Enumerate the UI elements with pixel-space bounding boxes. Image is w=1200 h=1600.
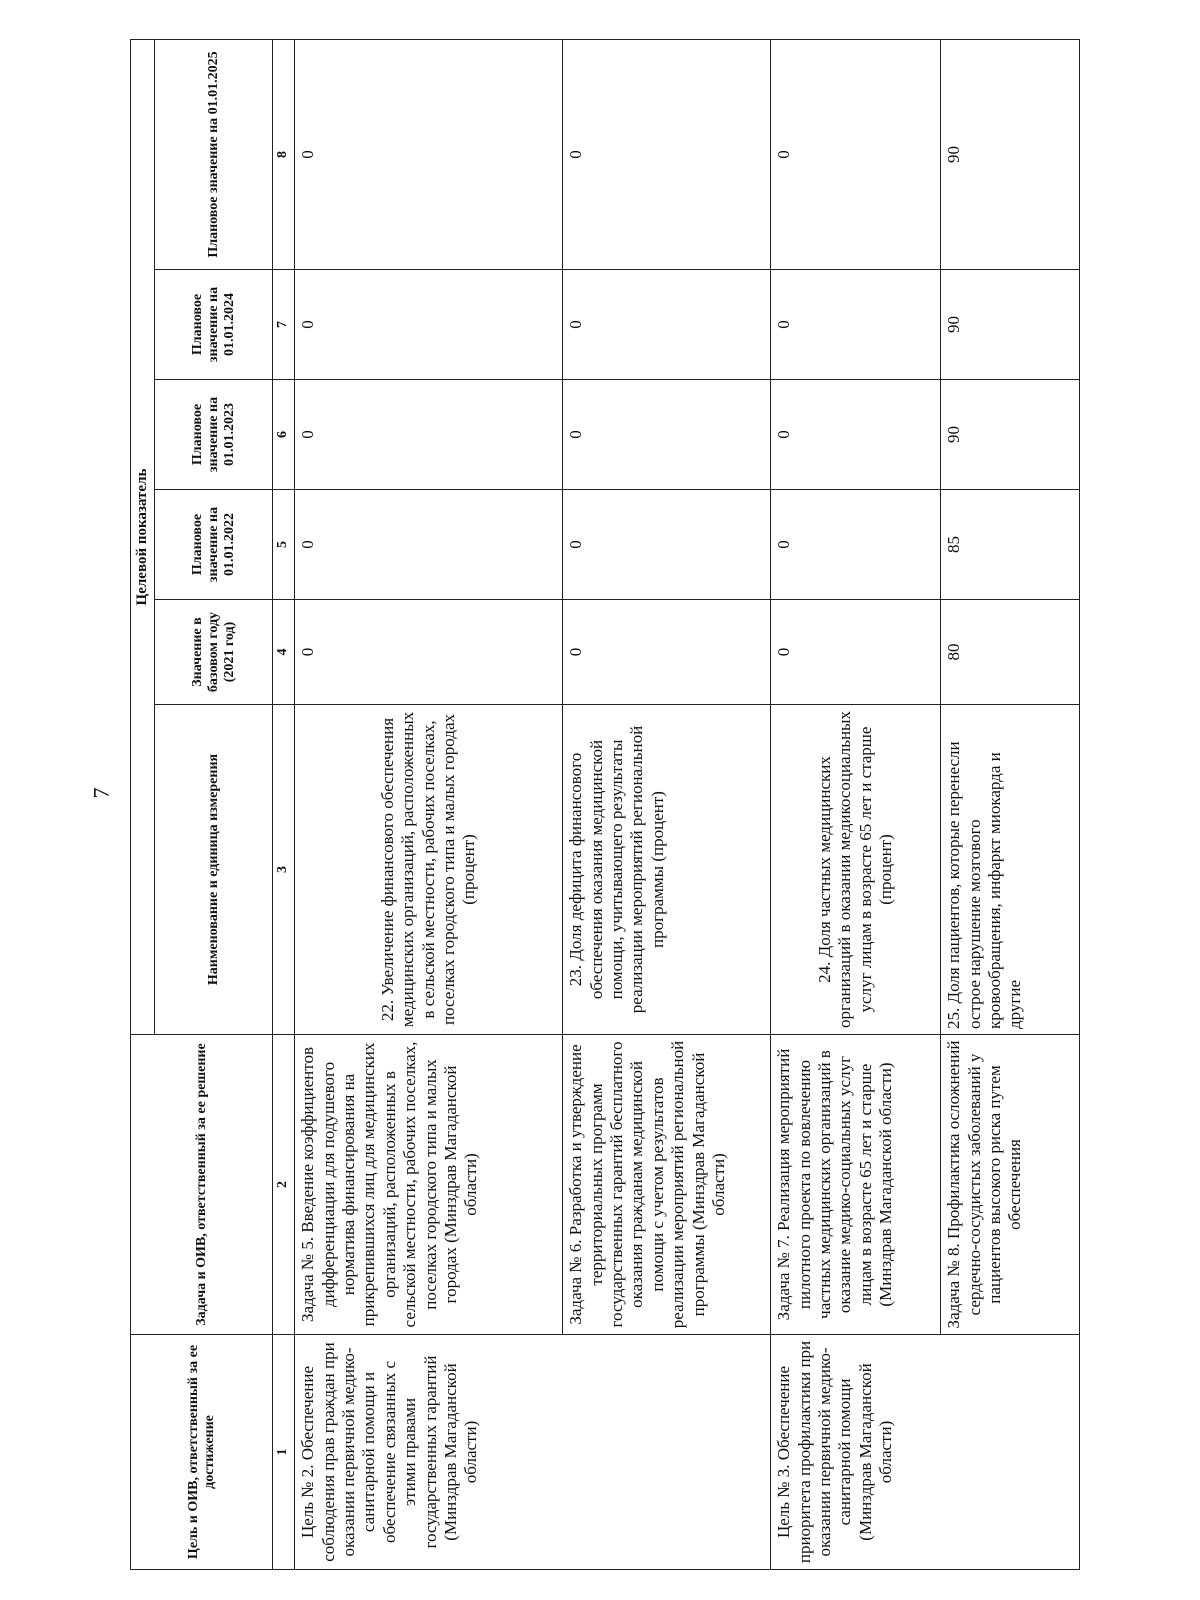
indicator-cell: 24. Доля частных медицинских организаций в оказании медикосоциальных услуг лицам в возрасте 65 лет и старше (процент)	[771, 705, 941, 1035]
col-number: 5	[273, 490, 295, 600]
header-plan-2024: Плановое значение на 01.01.2024	[155, 270, 273, 380]
header-plan-2025: Плановое значение на 01.01.2025	[155, 40, 273, 270]
value-cell: 0	[771, 40, 941, 270]
header-base-year: Значение в базовом году (2021 год)	[155, 600, 273, 705]
task-cell: Задача № 8. Профилактика осложнений сердечно-сосудистых заболеваний у пациентов высокого риска путем обеспечения	[941, 1035, 1080, 1335]
indicator-cell: 25. Доля пациентов, которые перенесли острое нарушение мозгового кровообращения, инфаркт миокарда и другие	[941, 705, 1080, 1035]
header-goal: Цель и ОИВ, ответственный за ее достижение	[131, 1335, 273, 1570]
value-cell: 0	[563, 380, 771, 490]
value-cell: 0	[563, 600, 771, 705]
value-cell: 0	[295, 270, 563, 380]
col-number: 3	[273, 705, 295, 1035]
value-cell: 0	[771, 600, 941, 705]
task-cell: Задача № 5. Введение коэффициентов дифференциации для подушевого норматива финансирования на прикрепившихся лиц для медицинских организаций, расположенных в сельской местности, рабочих поселках, поселках городского типа и малых городах (Минздрав Магаданской области)	[295, 1035, 563, 1335]
col-number: 1	[273, 1335, 295, 1570]
col-number: 6	[273, 380, 295, 490]
value-cell: 0	[295, 600, 563, 705]
value-cell: 0	[771, 270, 941, 380]
goal-cell: Цель № 2. Обеспечение соблюдения прав граждан при оказании первичной медико-санитарной помощи и обеспечение связанных с этими правами государственных гарантий (Минздрав Магаданской области)	[295, 1335, 771, 1570]
col-number: 4	[273, 600, 295, 705]
value-cell: 0	[771, 380, 941, 490]
value-cell: 0	[563, 40, 771, 270]
value-cell: 90	[941, 380, 1080, 490]
header-indicator-name: Наименование и единица измерения	[155, 705, 273, 1035]
value-cell: 0	[563, 490, 771, 600]
value-cell: 90	[941, 270, 1080, 380]
value-cell: 90	[941, 40, 1080, 270]
header-plan-2022: Плановое значение на 01.01.2022	[155, 490, 273, 600]
indicator-table	[130, 39, 1080, 1570]
rotated-table-container	[130, 40, 1080, 1570]
col-number: 8	[273, 40, 295, 270]
task-cell: Задача № 7. Реализация мероприятий пилотного проекта по вовлечению частных медицинских организаций в оказание медико-социальных услуг лицам в возрасте 65 лет и старше (Минздрав Магаданской области)	[771, 1035, 941, 1335]
page-number: 7	[88, 787, 114, 799]
indicator-cell: 22. Увеличение финансового обеспечения медицинских организаций, расположенных в сельской местности, рабочих поселках, поселках городского типа и малых городах (процент)	[295, 705, 563, 1035]
value-cell: 80	[941, 600, 1080, 705]
task-cell: Задача № 6. Разработка и утверждение территориальных программ государственных гарантий бесплатного оказания гражданам медицинской помощи с учетом результатов реализации мероприятий региональной программы (Минздрав Магаданской области)	[563, 1035, 771, 1335]
value-cell: 0	[295, 40, 563, 270]
goal-cell: Цель № 3. Обеспечение приоритета профилактики при оказании первичной медико-санитарной помощи (Минздрав Магаданской области)	[771, 1335, 1080, 1570]
header-task: Задача и ОИВ, ответственный за ее решение	[131, 1035, 273, 1335]
value-cell: 85	[941, 490, 1080, 600]
col-number: 2	[273, 1035, 295, 1335]
header-plan-2023: Плановое значение на 01.01.2023	[155, 380, 273, 490]
col-number: 7	[273, 270, 295, 380]
header-target-indicator: Целевой показатель	[131, 40, 155, 1035]
value-cell: 0	[771, 490, 941, 600]
value-cell: 0	[295, 490, 563, 600]
value-cell: 0	[563, 270, 771, 380]
indicator-cell: 23. Доля дефицита финансового обеспечения оказания медицинской помощи, учитывающего результаты реализации мероприятий региональной программы (процент)	[563, 705, 771, 1035]
value-cell: 0	[295, 380, 563, 490]
